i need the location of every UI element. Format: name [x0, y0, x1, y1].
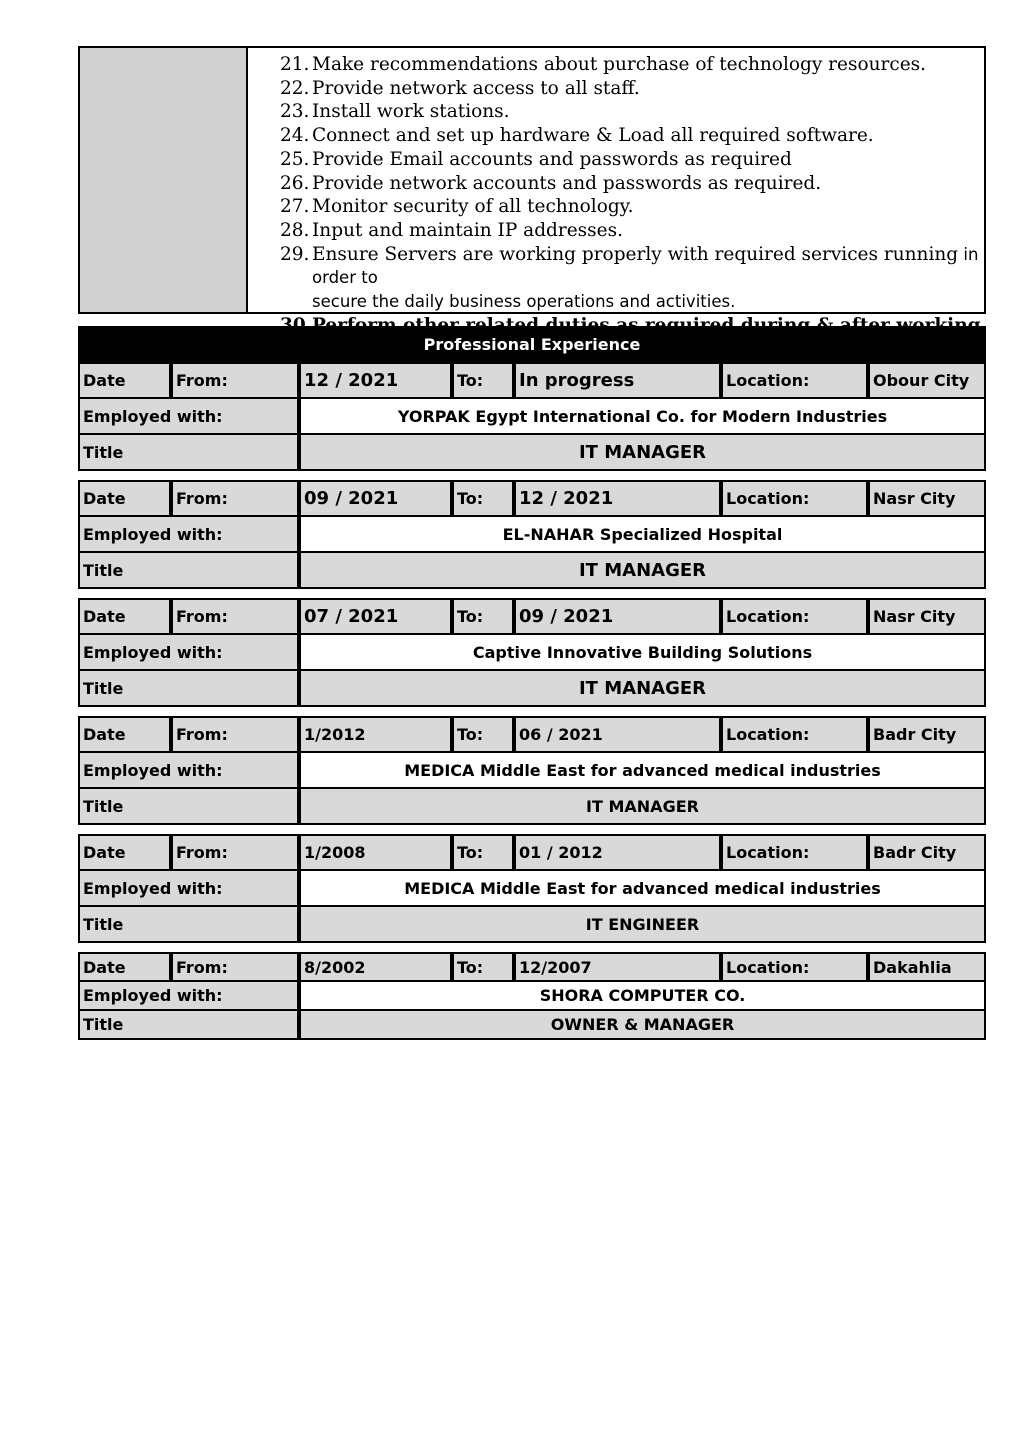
job-title-value: IT MANAGER: [299, 669, 986, 707]
date-label: Date: [78, 480, 171, 517]
list-item: [280, 100, 984, 124]
title-label: Title: [78, 669, 299, 707]
list-item: [280, 219, 984, 243]
employer-value: MEDICA Middle East for advanced medical industries: [299, 751, 986, 789]
job-title-row: [78, 551, 986, 589]
list-item: [280, 195, 984, 219]
list-item: [280, 124, 984, 148]
duties-side-panel: [80, 48, 248, 312]
duty-number: 29.: [280, 243, 310, 265]
job-date-row: [78, 362, 986, 399]
location-label: Location:: [721, 598, 868, 635]
to-label: To:: [452, 598, 514, 635]
title-label: Title: [78, 787, 299, 825]
duties-list-container: [248, 48, 984, 312]
employed-with-label: Employed with:: [78, 515, 299, 553]
job-date-row: [78, 598, 986, 635]
to-label: To:: [452, 480, 514, 517]
from-value: 12 / 2021: [299, 362, 452, 399]
date-label: Date: [78, 716, 171, 753]
duty-text: Connect and set up hardware & Load all required software.: [312, 125, 874, 147]
location-label: Location:: [721, 480, 868, 517]
date-label: Date: [78, 362, 171, 399]
duty-text-line2: secure the daily business operations and activities.: [312, 292, 736, 312]
duty-text: Monitor security of all technology.: [312, 196, 634, 218]
list-item: [280, 172, 984, 196]
title-label: Title: [78, 433, 299, 471]
duty-number: 24.: [280, 125, 310, 147]
date-label: Date: [78, 952, 171, 982]
employer-value: MEDICA Middle East for advanced medical industries: [299, 869, 986, 907]
from-value: 1/2012: [299, 716, 452, 753]
job-date-row: [78, 480, 986, 517]
to-label: To:: [452, 716, 514, 753]
to-value: 06 / 2021: [514, 716, 721, 753]
location-value: Nasr City: [868, 598, 986, 635]
location-label: Location:: [721, 362, 868, 399]
title-label: Title: [78, 905, 299, 943]
from-value: 07 / 2021: [299, 598, 452, 635]
employer-value: YORPAK Egypt International Co. for Modern Industries: [299, 397, 986, 435]
from-value: 09 / 2021: [299, 480, 452, 517]
duty-text: Install work stations.: [312, 101, 510, 123]
to-value: 09 / 2021: [514, 598, 721, 635]
title-label: Title: [78, 551, 299, 589]
to-value: 12/2007: [514, 952, 721, 982]
to-label: To:: [452, 362, 514, 399]
from-value: 8/2002: [299, 952, 452, 982]
employer-value: EL-NAHAR Specialized Hospital: [299, 515, 986, 553]
location-value: Obour City: [868, 362, 986, 399]
from-label: From:: [171, 716, 299, 753]
duty-number: 28.: [280, 219, 310, 241]
employer-value: Captive Innovative Building Solutions: [299, 633, 986, 671]
job-date-row: [78, 716, 986, 753]
location-value: Badr City: [868, 716, 986, 753]
location-value: Badr City: [868, 834, 986, 871]
list-item: [280, 53, 984, 77]
experience-header: Professional Experience: [78, 326, 986, 362]
job-title-row: [78, 787, 986, 825]
list-item: [280, 243, 984, 314]
employed-with-label: Employed with:: [78, 980, 299, 1011]
location-value: Nasr City: [868, 480, 986, 517]
duty-number: 25.: [280, 148, 310, 170]
duty-text-part: Ensure Servers are working properly with required services running: [312, 243, 959, 265]
duty-number: 27.: [280, 196, 310, 218]
duty-text: [312, 243, 984, 314]
duties-list: [280, 53, 984, 361]
job-employer-row: [78, 397, 986, 435]
to-label: To:: [452, 834, 514, 871]
job-employer-row: [78, 751, 986, 789]
from-label: From:: [171, 952, 299, 982]
job-title-row: [78, 669, 986, 707]
job-title-row: [78, 433, 986, 471]
duties-section: [78, 46, 986, 314]
job-title-value: IT MANAGER: [299, 551, 986, 589]
job-title-value: IT ENGINEER: [299, 905, 986, 943]
date-label: Date: [78, 598, 171, 635]
from-label: From:: [171, 362, 299, 399]
to-value: 01 / 2012: [514, 834, 721, 871]
job-date-row: [78, 834, 986, 871]
list-item: [280, 77, 984, 101]
location-label: Location:: [721, 834, 868, 871]
from-label: From:: [171, 480, 299, 517]
duty-text-tail: in order to: [312, 244, 979, 288]
employed-with-label: Employed with:: [78, 397, 299, 435]
employed-with-label: Employed with:: [78, 751, 299, 789]
duty-number: 22.: [280, 77, 310, 99]
duty-text: Provide network access to all staff.: [312, 77, 640, 99]
job-title-value: IT MANAGER: [299, 787, 986, 825]
job-title-value: OWNER & MANAGER: [299, 1009, 986, 1040]
employed-with-label: Employed with:: [78, 633, 299, 671]
job-employer-row: [78, 980, 986, 1011]
to-value: In progress: [514, 362, 721, 399]
list-item: [280, 148, 984, 172]
location-label: Location:: [721, 952, 868, 982]
from-label: From:: [171, 598, 299, 635]
employed-with-label: Employed with:: [78, 869, 299, 907]
job-date-row: [78, 952, 986, 982]
duty-text: Provide network accounts and passwords as required.: [312, 172, 822, 194]
title-label: Title: [78, 1009, 299, 1040]
job-title-row: [78, 905, 986, 943]
duty-text: Input and maintain IP addresses.: [312, 219, 623, 241]
date-label: Date: [78, 834, 171, 871]
to-label: To:: [452, 952, 514, 982]
to-value: 12 / 2021: [514, 480, 721, 517]
duty-number: 26.: [280, 172, 310, 194]
job-title-value: IT MANAGER: [299, 433, 986, 471]
job-employer-row: [78, 633, 986, 671]
duty-number: 23.: [280, 101, 310, 123]
duty-number: 21.: [280, 54, 310, 75]
location-label: Location:: [721, 716, 868, 753]
job-title-row: [78, 1009, 986, 1040]
job-employer-row: [78, 869, 986, 907]
job-employer-row: [78, 515, 986, 553]
from-value: 1/2008: [299, 834, 452, 871]
employer-value: SHORA COMPUTER CO.: [299, 980, 986, 1011]
from-label: From:: [171, 834, 299, 871]
duty-text: Provide Email accounts and passwords as required: [312, 148, 792, 170]
location-value: Dakahlia: [868, 952, 986, 982]
duty-text: Make recommendations about purchase of technology resources.: [312, 54, 927, 75]
